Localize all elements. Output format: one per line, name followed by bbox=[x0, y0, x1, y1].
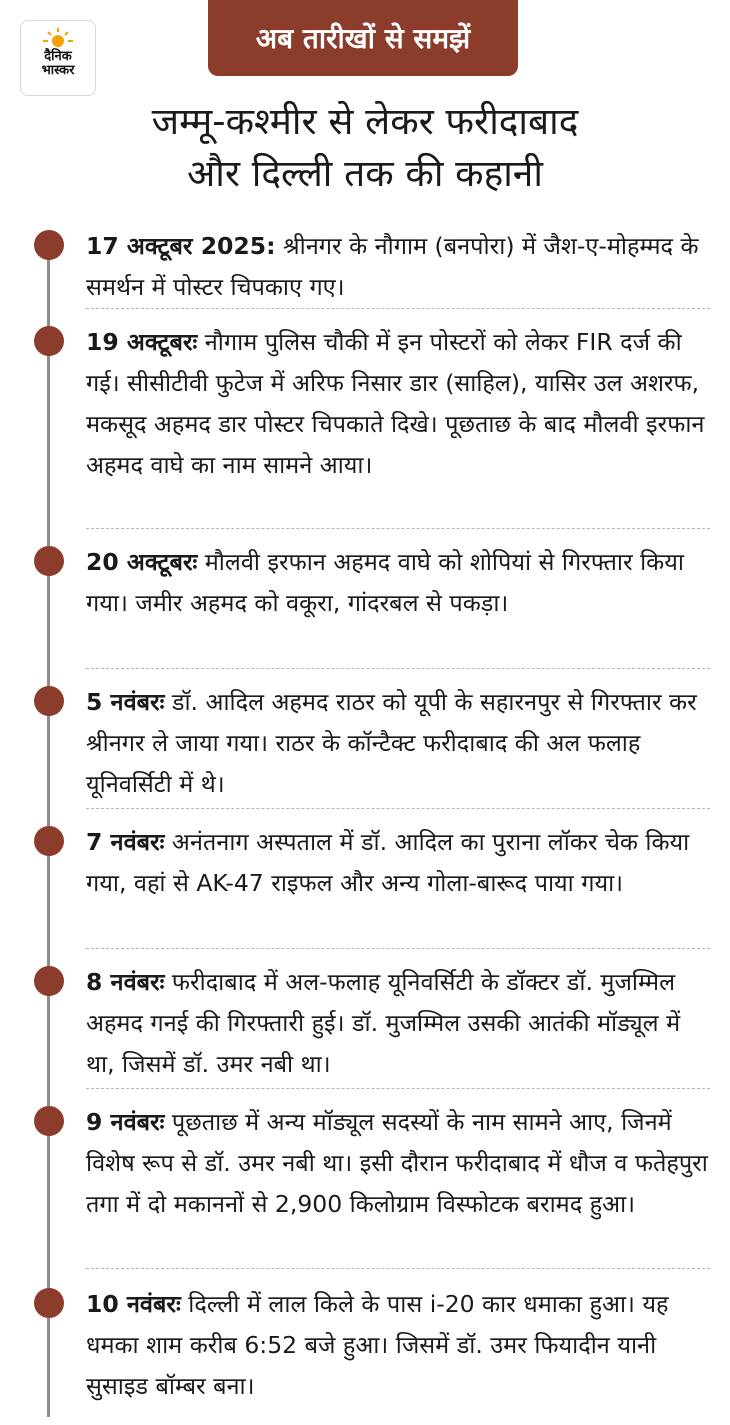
timeline-date: 5 नवंबरः bbox=[86, 688, 165, 716]
timeline-entry bbox=[86, 822, 716, 904]
timeline-entry bbox=[86, 962, 716, 1085]
entry-divider bbox=[86, 308, 710, 309]
timeline-date: 19 अक्टूबरः bbox=[86, 328, 198, 356]
entry-divider bbox=[86, 1088, 710, 1089]
timeline-dot bbox=[34, 826, 64, 856]
timeline-entry bbox=[86, 1102, 716, 1225]
sun-icon bbox=[43, 28, 73, 50]
timeline-entry bbox=[86, 322, 716, 486]
timeline-entry bbox=[86, 1284, 716, 1407]
logo-line-2: भास्कर bbox=[41, 63, 75, 78]
entry-divider bbox=[86, 668, 710, 669]
timeline-date: 10 नवंबरः bbox=[86, 1290, 181, 1318]
timeline-date: 9 नवंबरः bbox=[86, 1108, 165, 1136]
entry-divider bbox=[86, 948, 710, 949]
timeline-text: फरीदाबाद में अल-फलाह यूनिवर्सिटी के डॉक्टर डॉ. मुजम्मिल अहमद गनई की गिरफ्तारी हुई। डॉ. मुजम्मिल उसकी आतंकी मॉड्यूल में था, जिसमें डॉ. उमर नबी था। bbox=[86, 968, 681, 1078]
timeline-dot bbox=[34, 966, 64, 996]
timeline-entry bbox=[86, 542, 716, 624]
timeline-dot bbox=[34, 230, 64, 260]
timeline-text: अनंतनाग अस्पताल में डॉ. आदिल का पुराना लॉकर चेक किया गया, वहां से AK-47 राइफल और अन्य गोला-बारूद पाया गया। bbox=[86, 828, 690, 897]
entry-divider bbox=[86, 528, 710, 529]
timeline-dot bbox=[34, 546, 64, 576]
timeline-date: 8 नवंबरः bbox=[86, 968, 165, 996]
timeline-line bbox=[47, 232, 50, 1417]
title-line-1: जम्मू-कश्मीर से लेकर फरीदाबाद bbox=[151, 100, 579, 143]
timeline-date: 7 नवंबरः bbox=[86, 828, 165, 856]
timeline-text: पूछताछ में अन्य मॉड्यूल सदस्यों के नाम सामने आए, जिनमें विशेष रूप से डॉ. उमर नबी था। इसी दौरान फरीदाबाद में धौज व फतेहपुरा तगा में दो मकाननों से 2,900 किलोग्राम विस्फोटक बरामद हुआ। bbox=[86, 1108, 708, 1218]
timeline-dot bbox=[34, 1288, 64, 1318]
section-banner: अब तारीखों से समझें bbox=[208, 0, 518, 76]
timeline-date: 20 अक्टूबरः bbox=[86, 548, 198, 576]
timeline-text: डॉ. आदिल अहमद राठर को यूपी के सहारनपुर से गिरफ्तार कर श्रीनगर ले जाया गया। राठर के कॉन्टैक्ट फरीदाबाद की अल फलाह यूनिवर्सिटी में थे। bbox=[86, 688, 697, 798]
logo-line-1: दैनिक bbox=[44, 49, 72, 64]
timeline-dot bbox=[34, 326, 64, 356]
entry-divider bbox=[86, 1268, 710, 1269]
timeline-entry bbox=[86, 682, 716, 805]
page-title bbox=[0, 96, 730, 200]
timeline-text: दिल्ली में लाल किले के पास i-20 कार धमाका हुआ। यह धमका शाम करीब 6:52 बजे हुआ। जिसमें डॉ. उमर फियादीन यानी सुसाइड बॉम्बर बना। bbox=[86, 1290, 669, 1400]
title-line-2: और दिल्ली तक की कहानी bbox=[187, 152, 543, 195]
timeline-text: श्रीनगर के नौगाम (बनपोरा) में जैश-ए-मोहम्मद के समर्थन में पोस्टर चिपकाए गए। bbox=[86, 232, 699, 301]
timeline-text: नौगाम पुलिस चौकी में इन पोस्टरों को लेकर FIR दर्ज की गई। सीसीटीवी फुटेज में अरिफ निसार डार (साहिल), यासिर उल अशरफ, मकसूद अहमद डार पोस्टर चिपकाते दिखे। पूछताछ के बाद मौलवी इरफान अहमद वाघे का नाम सामने आया। bbox=[86, 328, 705, 479]
timeline-dot bbox=[34, 686, 64, 716]
timeline-dot bbox=[34, 1106, 64, 1136]
timeline-text: मौलवी इरफान अहमद वाघे को शोपियां से गिरफ्तार किया गया। जमीर अहमद को वकूरा, गांदरबल से पकड़ा। bbox=[86, 548, 684, 617]
dainik-bhaskar-logo bbox=[20, 20, 96, 96]
entry-divider bbox=[86, 808, 710, 809]
timeline-date: 17 अक्टूबर 2025: bbox=[86, 232, 276, 260]
timeline-entry bbox=[86, 226, 716, 308]
